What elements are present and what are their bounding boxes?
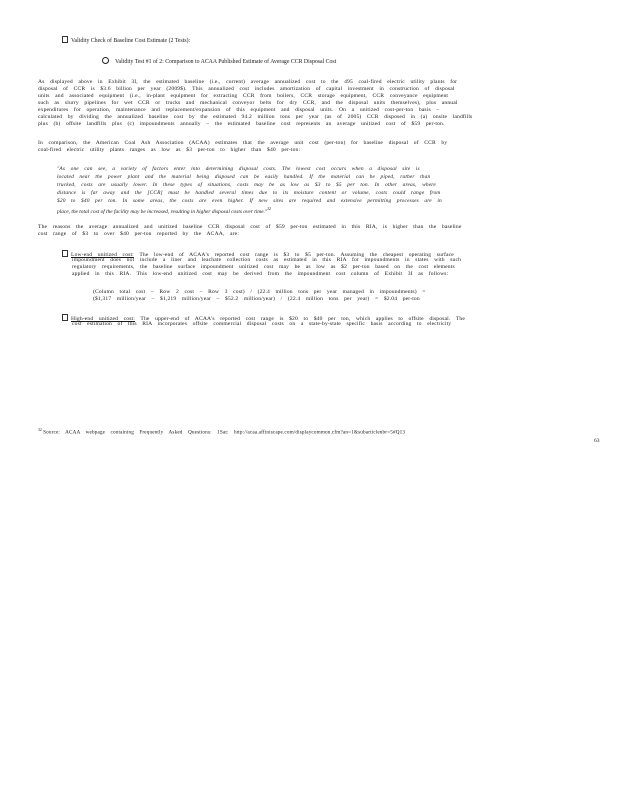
quote-line: $20 to $40 per ton. In some areas, the costs are even higher. If new sites are required and extensive permitting processes are in: [57, 198, 442, 204]
text-line: The reasons the average annualized and unitized baseline CCR disposal cost of $59 per-ton estimated in this RIA, is higher than the baseline: [38, 224, 462, 230]
quote-line: located near the power plant and the material being disposed can be easily handled. If the material can be piped, rather than: [57, 174, 431, 180]
circle-bullet-icon: [102, 57, 109, 64]
subheading-text: Validity Test #1 of 2: Comparison to ACAA Published Estimate of Average CCR Disposal Cost: [115, 59, 337, 65]
text-line: expenditures for operation, maintenance and replacement/expansion of this equipment and disposal units. On a unitized cost-per-ton basis –: [38, 107, 440, 113]
page-number: 63: [594, 438, 600, 444]
text-line: In comparison, the American Coal Ash Association (ACAA) estimates that the average unit cost (per-ton) for baseline disposal of CCR by: [38, 140, 448, 146]
text-line: impoundment does not include a liner and leachate collection costs as estimated in this RIA for impoundments in states with such: [72, 257, 462, 263]
bullet-text: The low-end of ACAA's reported cost range is $3 to $5 per-ton. Assuming the cheapest operating surface: [139, 252, 454, 258]
heading-text: Validity Check of Baseline Cost Estimate (2 Tests):: [71, 38, 191, 44]
text-line: disposal of CCR is $3.6 billion per year (2009$). This annualized cost includes amortization of capital investment in construction of disposal: [38, 86, 455, 92]
text-line: As displayed above in Exhibit 3I, the estimated baseline (i.e., current) average annualized cost to the 495 coal-fired electric utility plants for: [38, 79, 458, 85]
text-line: cost estimation of this RIA incorporates offsite commercial disposal costs on a state-by-state specific basis according to electricity: [72, 321, 452, 327]
bullet-text: The upper-end of ACAA's reported cost range is $20 to $40 per ton, which applies to offsite disposal. The: [140, 316, 465, 322]
checkbox-bullet-icon: [62, 36, 68, 43]
quote-text: place, the total cost of the facility may be increased, resulting in higher disposal costs over time.": [57, 208, 268, 215]
checkbox-bullet-icon: [62, 314, 68, 321]
formula-line-1: (Column total cost – Row 2 cost – Row 3 cost) / (22.4 million tons per year managed in impoundments) =: [93, 289, 426, 295]
checkbox-bullet-icon: [62, 250, 68, 257]
text-line: regulatory requirements, the baseline surface impoundment unitized cost may be as low as $2 per-ton based on the cost elements: [72, 264, 455, 270]
validity-test-heading: [102, 57, 336, 66]
footnote: [38, 428, 405, 436]
text-line: coal-fired electric utility plants ranges as low as $3 per-ton to higher than $40 per-ton:: [38, 147, 301, 153]
text-line: applied in this RIA. This low-end unitized cost may be derived from the impoundment cost column of Exhibit 3I as follows:: [72, 271, 449, 277]
quote-line-last: [57, 206, 557, 216]
quote-line: "As one can see, a variety of factors enter into determining disposal costs. The lowest cost occurs when a disposal site is: [57, 166, 420, 172]
footnote-text: Source: ACAA webpage containing Frequently Asked Questions: 1Sat: http://acaa.affiniscape.com/displaycommon.cfm?an=1&subarticlenbr=5#Q13: [43, 429, 406, 436]
footnote-marker: 32: [267, 207, 271, 211]
text-line: cost range of $3 to over $40 per-ton reported by the ACAA, are:: [38, 231, 240, 237]
footnote-number: 32: [38, 428, 42, 432]
quote-line: distance is far away and the [CCR] must be handled several times due to its moisture content or volume, costs could range from: [57, 190, 441, 196]
quote-line: trucked, costs are usually lower. In these types of situations, costs may be as low as $3 to $5 per ton. In other areas, where: [57, 182, 436, 188]
formula-line-2: ($1,317 million/year – $1,219 million/year – $52.2 million/year) / (22.4 million tons per year) = $2.04 per-ton: [93, 296, 420, 302]
text-line: plus (b) offsite landfills plus (c) impoundments annually – the estimated baseline cost represents an average unitized cost of $59 per-ton.: [38, 121, 445, 127]
validity-check-heading: [62, 36, 190, 45]
text-line: calculated by dividing the annualized baseline cost by the estimated 94.2 million tons per year (as of 2005) CCR disposed in (a) onsite landfills: [38, 114, 473, 120]
bullet-label: High-end unitized cost:: [71, 316, 135, 322]
bullet-label: Low-end unitized cost:: [71, 252, 134, 258]
text-line: such as slurry pipelines for wet CCR or trucks and mechanical conveyor belts for dry CCR, and the disposal units themselves), plus annual: [38, 100, 458, 106]
text-line: units and associated equipment (i.e., in-plant equipment for extracting CCR from boilers, CCR storage equipment, CCR conveyance equipment: [38, 93, 449, 99]
